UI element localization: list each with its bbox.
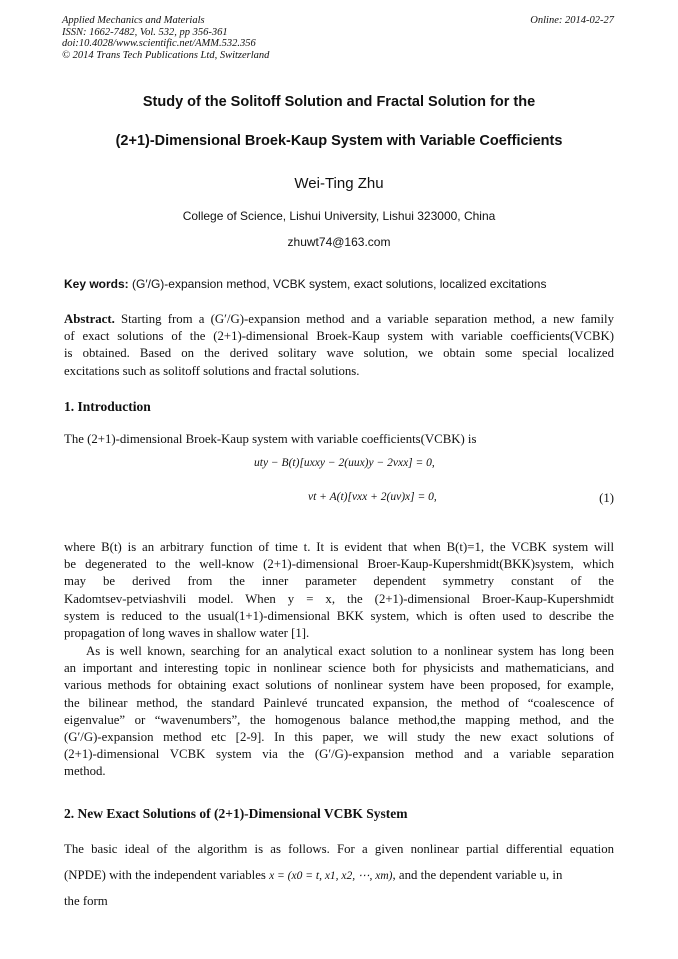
section-heading-exact-solutions: 2. New Exact Solutions of (2+1)-Dimensional VCBK System	[64, 806, 408, 821]
abstract	[64, 311, 614, 380]
algorithm-paragraph-line-1	[64, 841, 614, 858]
algorithm-paragraph-line-3	[64, 893, 614, 910]
abstract-line: is obtained. Based on the derived solitary wave solution, we obtain some special localized	[64, 346, 614, 361]
issn-line: ISSN: 1662-7482, Vol. 532, pp 356-361	[62, 26, 228, 38]
abstract-line: Starting from a (G′/G)-expansion method and a variable separation method, a new family	[114, 312, 614, 326]
section-heading-introduction: 1. Introduction	[64, 399, 151, 414]
author-email: zhuwt74@163.com	[287, 235, 391, 249]
paragraph-where	[64, 539, 614, 642]
paragraph-line: (G′/G)-expansion method etc [2-9]. In this paper, we will study the new exact solutions of	[64, 730, 614, 745]
online-date: Online: 2014-02-27	[530, 15, 614, 26]
paragraph-line: an important and interesting topic in nonlinear science both for physicists and mathematicians, and	[64, 661, 614, 676]
author-name: Wei-Ting Zhu	[294, 175, 384, 192]
equation-1a: uty − B(t)[uxxy − 2(uux)y − 2vxx] = 0,	[254, 457, 435, 469]
paragraph-line: may be derived from the inner parameter dependent symmetry constant of the	[64, 574, 614, 589]
paragraph-line: various methods for obtaining exact solutions of nonlinear system have been proposed, for example,	[64, 678, 614, 693]
equation-1b: vt + A(t)[vxx + 2(uv)x] = 0,	[308, 491, 437, 503]
paragraph-line: (2+1)-dimensional VCBK system via the (G′/G)-expansion method and a variable separation	[64, 747, 614, 762]
equation-number: (1)	[599, 491, 614, 505]
intro-line: The (2+1)-dimensional Broek-Kaup system with variable coefficients(VCBK) is	[64, 432, 477, 446]
doi-line: doi:10.4028/www.scientific.net/AMM.532.356	[62, 38, 256, 49]
paragraph-line: system is reduced to the usual(1+1)-dimensional BKK system, which is often used to describe the	[64, 608, 614, 623]
keywords-text: (G′/G)-expansion method, VCBK system, exact solutions, localized excitations	[132, 277, 547, 291]
keywords-label: Key words:	[64, 277, 129, 291]
paragraph-line: be degenerated to the well-know (2+1)-dimensional Broer-Kaup-Kupershmidt(BKK)system, which	[64, 557, 614, 572]
paragraph-line: propagation of long waves in shallow water [1].	[64, 626, 310, 641]
inline-math: x = (x0 = t, x1, x2, ⋯, xm)	[269, 870, 393, 882]
paragraph-text: (NPDE) with the independent variables	[64, 868, 270, 882]
abstract-label: Abstract.	[64, 312, 115, 326]
paragraph-methods	[64, 643, 614, 781]
intro-paragraph	[64, 431, 614, 448]
paragraph-line: eigenvalue” or “wavenumbers”, the homogenous balance method,the mapping method, and the	[64, 712, 614, 727]
paragraph-line: the form	[64, 894, 108, 908]
paragraph-line: the bilinear method, the standard Painlevé truncated expansion, the method of “coalescence of	[64, 695, 614, 710]
copyright-line: © 2014 Trans Tech Publications Ltd, Switzerland	[62, 49, 270, 61]
keywords	[64, 277, 616, 291]
paragraph-text: , and the dependent variable u, in	[392, 868, 563, 882]
paragraph-line: The basic ideal of the algorithm is as follows. For a given nonlinear partial differential equation	[64, 842, 614, 856]
abstract-line: excitations such as solitoff solutions and fractal solutions.	[64, 363, 360, 378]
paragraph-line: method.	[64, 764, 106, 779]
paper-title-line-2: (2+1)-Dimensional Broek-Kaup System with Variable Coefficients	[115, 133, 563, 149]
algorithm-paragraph-line-2	[64, 867, 614, 885]
abstract-line: of exact solutions of the (2+1)-dimensional Broek-Kaup system with variable coefficients(VCBK)	[64, 329, 614, 344]
paragraph-line: where B(t) is an arbitrary function of time t. It is evident that when B(t)=1, the VCBK system will	[64, 540, 614, 554]
author-affiliation: College of Science, Lishui University, Lishui 323000, China	[182, 209, 496, 223]
journal-name: Applied Mechanics and Materials	[62, 15, 205, 26]
paper-title-line-1: Study of the Solitoff Solution and Fractal Solution for the	[142, 94, 536, 110]
paragraph-line: As is well known, searching for an analytical exact solution to a nonlinear system has long been	[86, 644, 614, 658]
journal-metadata	[62, 15, 269, 61]
paragraph-line: Kadomtsev-petviashvili model. When y = x, the (2+1)-dimensional Broer-Kaup-Kupershmidt	[64, 591, 614, 606]
